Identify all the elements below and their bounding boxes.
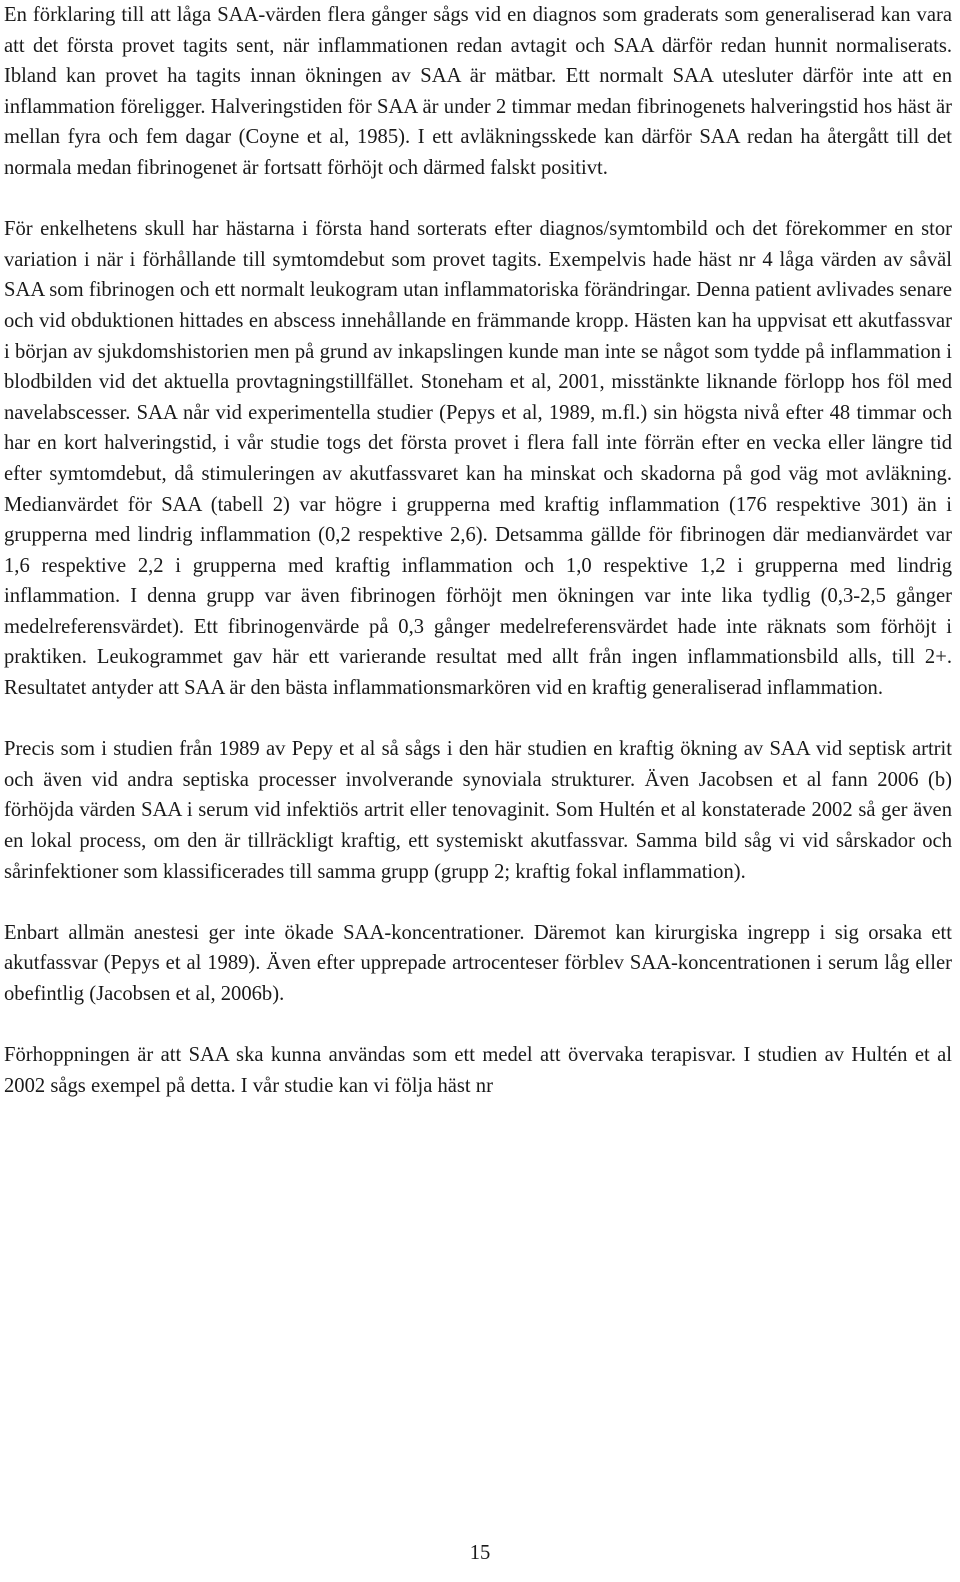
paragraph-therapy-monitoring: Förhoppningen är att SAA ska kunna användas som ett medel att övervaka terapisvar. I studien av Hultén et al 2002 sågs exempel på detta. I vår studie kan vi följa häst nr	[4, 1044, 952, 1097]
paragraph-saa-explanation: En förklaring till att låga SAA-värden flera gånger sågs vid en diagnos som graderats som generaliserad kan vara att det första provet tagits sent, när inflammationen redan avtagit och SAA därför redan hunnit normaliserats. Ibland kan provet ha tagits innan ökningen av SAA är mätbar. Ett normalt SAA utesluter därför inte att en inflammation föreligger. Halveringstiden för SAA är under 2 timmar medan fibrinogenets halveringstid hos häst är mellan fyra och fem dagar (Coyne et al, 1985). I ett avläkningsskede kan därför SAA redan ha återgått till det normala medan fibrinogenet är fortsatt förhöjt och därmed falskt positivt.	[4, 4, 952, 179]
document-page	[4, 0, 952, 1582]
paragraph-sorting-and-cases: För enkelhetens skull har hästarna i första hand sorterats efter diagnos/symtombild och det förekommer en stor variation i när i förhållande till symtomdebut som provet tagits. Exempelvis hade häst nr 4 låga värden av såväl SAA som fibrinogen och ett normalt leukogram utan inflammatoriska förändringar. Denna patient avlivades senare och vid obduktionen hittades en abscess innehållande en främmande kropp. Hästen kan ha uppvisat ett akutfassvar i början av sjukdomshistorien men på grund av inkapslingen kunde man inte se något som tydde på inflammation i blodbilden vid det aktuella provtagningstillfället. Stoneham et al, 2001, misstänkte liknande förlopp hos föl med navelabscesser. SAA når vid experimentella studier (Pepys et al, 1989, m.fl.) sin högsta nivå efter 48 timmar och har en kort halveringstid, i vår studie togs det första provet i flera fall inte förrän efter en vecka eller längre tid efter symtomdebut, då stimuleringen av akutfassvaret kan ha minskat och skadorna på god väg mot avläkning. Medianvärdet för SAA (tabell 2) var högre i grupperna med kraftig inflammation (176 respektive 301) än i grupperna med lindrig inflammation (0,2 respektive 2,6). Detsamma gällde för fibrinogen där medianvärdet var 1,6 respektive 2,2 i grupperna med kraftig inflammation och 1,0 respektive 1,2 i grupperna med lindrig inflammation. I denna grupp var även fibrinogen förhöjt men ökningen var inte lika tydlig (0,3-2,5 gånger medelreferensvärdet). Ett fibrinogenvärde på 0,3 gånger medelreferensvärdet hade inte räknats som förhöjt i praktiken. Leukogrammet gav här ett varierande resultat med allt från ingen inflammationsbild alls, till 2+. Resultatet antyder att SAA är den bästa inflammationsmarkören vid en kraftig generaliserad inflammation.	[4, 218, 952, 700]
paragraph-septic-arthritis: Precis som i studien från 1989 av Pepy et al så sågs i den här studien en kraftig ökning av SAA vid septisk artrit och även vid andra septiska processer involverande synoviala strukturer. Även Jacobsen et al fann 2006 (b) förhöjda värden SAA i serum vid infektiös artrit eller tenovaginit. Som Hultén et al konstaterade 2002 så ger även en lokal process, om den är tillräckligt kraftig, ett systemiskt akutfassvar. Samma bild såg vi vid sårskador och sårinfektioner som klassificerades till samma grupp (grupp 2; kraftig fokal inflammation).	[4, 738, 952, 883]
page-number: 15	[469, 1542, 491, 1564]
paragraph-anesthesia: Enbart allmän anestesi ger inte ökade SAA-koncentrationer. Däremot kan kirurgiska ingrepp i sig orsaka ett akutfassvar (Pepys et al 1989). Även efter upprepade artrocenteser förblev SAA-koncentrationen i serum låg eller obefintlig (Jacobsen et al, 2006b).	[4, 921, 952, 1005]
